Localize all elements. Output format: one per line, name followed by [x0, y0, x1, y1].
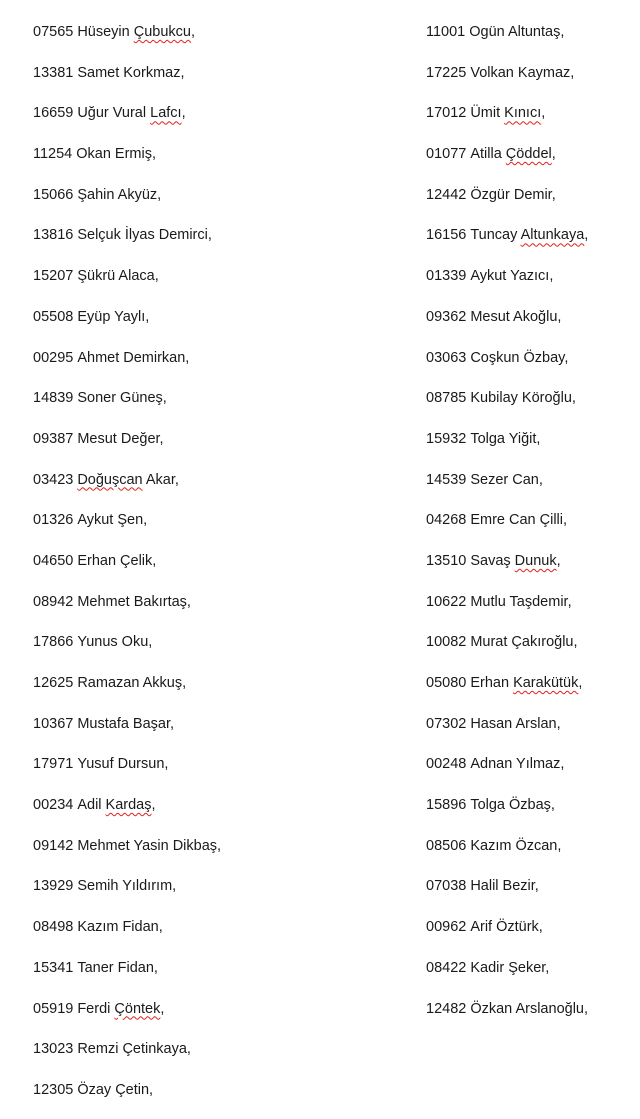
entry-name: Kadir Şeker,: [470, 959, 550, 976]
entry-name: Adnan Yılmaz,: [470, 756, 565, 773]
entry-code: 17012: [426, 105, 467, 122]
entry-name: Kazım Fidan,: [77, 919, 163, 936]
entry-code: 08506: [426, 837, 467, 854]
name-entry[interactable]: [426, 61, 636, 102]
entry-name: Ahmet Demirkan,: [77, 349, 190, 366]
entry-name: Sezer Can,: [470, 471, 543, 488]
name-entry[interactable]: [426, 346, 636, 387]
entry-code: 03423: [33, 471, 74, 488]
entry-name: Yusuf Dursun,: [77, 756, 169, 773]
entry-name: Özkan Arslanoğlu,: [470, 1000, 589, 1017]
right-name-column: [426, 20, 636, 1037]
spellcheck-underline: Çöntek: [114, 1000, 161, 1017]
entry-code: 15932: [426, 430, 467, 447]
entry-code: 13381: [33, 64, 74, 81]
entry-code: 05080: [426, 675, 467, 691]
entry-code: 08942: [33, 593, 74, 610]
name-entry[interactable]: [426, 264, 636, 305]
entry-code: 14839: [33, 390, 74, 407]
entry-name: [77, 1001, 164, 1017]
spellcheck-underline: Doğuşcan: [77, 471, 143, 488]
entry-code: 17971: [33, 756, 74, 773]
spellcheck-underline: Altunkaya: [520, 227, 585, 244]
entry-name-part: Atilla: [470, 146, 506, 163]
entry-name: Samet Korkmaz,: [77, 64, 185, 81]
entry-name-part: ,: [551, 146, 556, 163]
entry-name: Remzi Çetinkaya,: [77, 1041, 191, 1058]
entry-code: 09142: [33, 837, 74, 854]
entry-code: 08422: [426, 959, 467, 976]
name-entry[interactable]: [33, 223, 403, 264]
entry-code: 14539: [426, 471, 467, 488]
entry-code: 13816: [33, 227, 74, 244]
entry-code: 13929: [33, 878, 74, 895]
name-entry[interactable]: [426, 915, 636, 956]
entry-code: 09362: [426, 308, 467, 325]
name-entry[interactable]: [33, 305, 403, 346]
entry-name-part: Ferdi: [77, 1000, 115, 1017]
entry-name: Aykut Yazıcı,: [470, 268, 554, 285]
name-entry[interactable]: [33, 793, 403, 834]
name-entry[interactable]: [33, 1037, 403, 1078]
entry-name-part: ,: [151, 797, 156, 814]
name-entry[interactable]: [33, 752, 403, 793]
name-entry[interactable]: [33, 915, 403, 956]
entry-name: Mustafa Başar,: [77, 715, 175, 732]
name-entry[interactable]: [426, 671, 636, 712]
name-entry[interactable]: [426, 427, 636, 468]
name-entry[interactable]: [33, 997, 403, 1038]
entry-name-part: ,: [584, 227, 589, 244]
entry-code: 09387: [33, 430, 74, 447]
entry-name: [470, 105, 545, 121]
entry-code: 07302: [426, 715, 467, 732]
entry-name-part: ,: [181, 105, 186, 122]
entry-name-part: Tuncay: [470, 227, 521, 244]
entry-name-part: Erhan: [470, 675, 514, 691]
name-entry[interactable]: [426, 305, 636, 346]
name-entry[interactable]: [426, 793, 636, 834]
entry-name-part: ,: [556, 552, 561, 569]
entry-name-part: ,: [160, 1000, 165, 1017]
entry-name: Selçuk İlyas Demirci,: [77, 227, 212, 244]
entry-name: Şahin Akyüz,: [77, 186, 162, 203]
spellcheck-underline: Kınıcı: [504, 105, 542, 122]
entry-code: 10367: [33, 715, 74, 732]
entry-code: 04268: [426, 512, 467, 529]
entry-code: 12442: [426, 186, 467, 203]
entry-name: Eyüp Yaylı,: [77, 308, 150, 325]
entry-code: 04650: [33, 552, 74, 569]
name-entry[interactable]: [426, 101, 636, 142]
entry-code: 01339: [426, 268, 467, 285]
entry-name-part: ,: [578, 675, 583, 691]
name-entry[interactable]: [33, 183, 403, 224]
entry-name: Aykut Şen,: [77, 512, 148, 529]
spellcheck-underline: Karakütük: [513, 675, 579, 691]
spellcheck-underline: Lafcı: [150, 105, 182, 122]
entry-name-part: Ümit: [470, 105, 505, 122]
entry-name: [77, 24, 195, 40]
name-entry[interactable]: [33, 874, 403, 915]
entry-code: 10622: [426, 593, 467, 610]
name-entry[interactable]: [426, 956, 636, 997]
name-entry[interactable]: [426, 997, 636, 1038]
spellcheck-underline: Kardaş: [105, 797, 152, 814]
entry-name: [77, 797, 155, 813]
entry-name: Taner Fidan,: [77, 959, 158, 976]
spellcheck-underline: Çubukcu: [133, 24, 191, 40]
entry-code: 08785: [426, 390, 467, 407]
entry-name: Hasan Arslan,: [470, 715, 561, 732]
name-entry[interactable]: [33, 61, 403, 102]
entry-code: 12625: [33, 675, 74, 691]
name-entry[interactable]: [33, 20, 403, 61]
entry-name-part: Uğur Vural: [77, 105, 151, 122]
name-entry[interactable]: [426, 183, 636, 224]
name-entry[interactable]: [33, 1078, 403, 1119]
name-entry[interactable]: [426, 752, 636, 793]
entry-name: Semih Yıldırım,: [77, 878, 177, 895]
entry-name: Soner Güneş,: [77, 390, 167, 407]
entry-code: 16156: [426, 227, 467, 244]
entry-name-part: Hüseyin: [77, 24, 134, 40]
name-entry[interactable]: [33, 671, 403, 712]
name-entry[interactable]: [33, 508, 403, 549]
entry-name: Volkan Kaymaz,: [470, 64, 575, 81]
entry-name: Kazım Özcan,: [470, 837, 562, 854]
entry-name: Halil Bezir,: [470, 878, 539, 895]
entry-name: Yunus Oku,: [77, 634, 153, 651]
name-entry[interactable]: [426, 549, 636, 590]
entry-name: Coşkun Özbay,: [470, 349, 569, 366]
name-entry[interactable]: [426, 834, 636, 875]
entry-name-part: Savaş: [470, 552, 515, 569]
entry-name: Mehmet Bakırtaş,: [77, 593, 191, 610]
entry-name: [470, 675, 582, 691]
entry-name: Arif Öztürk,: [470, 919, 543, 936]
entry-name: Özay Çetin,: [77, 1081, 154, 1098]
entry-name-part: Adil: [77, 797, 106, 814]
entry-name: Kubilay Köroğlu,: [470, 390, 576, 407]
name-entry[interactable]: [33, 590, 403, 631]
entry-code: 08498: [33, 919, 74, 936]
entry-code: 11254: [33, 146, 73, 163]
entry-name: Ramazan Akkuş,: [77, 675, 187, 691]
name-entry[interactable]: [33, 427, 403, 468]
name-entry[interactable]: [33, 101, 403, 142]
entry-name: Okan Ermiş,: [76, 146, 157, 163]
entry-code: 15341: [33, 959, 74, 976]
name-entry[interactable]: [33, 549, 403, 590]
name-entry[interactable]: [426, 630, 636, 671]
name-entry[interactable]: [426, 142, 636, 183]
entry-code: 13023: [33, 1041, 74, 1058]
entry-code: 00295: [33, 349, 74, 366]
entry-name: Mesut Değer,: [77, 430, 164, 447]
entry-code: 05508: [33, 308, 74, 325]
spellcheck-underline: Çöddel: [505, 146, 552, 163]
entry-code: 16659: [33, 105, 74, 122]
name-entry[interactable]: [33, 468, 403, 509]
entry-code: 17225: [426, 64, 467, 81]
name-entry[interactable]: [33, 630, 403, 671]
name-entry[interactable]: [33, 142, 403, 183]
entry-name: Erhan Çelik,: [77, 552, 157, 569]
entry-code: 15207: [33, 268, 74, 285]
entry-code: 12305: [33, 1081, 74, 1098]
entry-name: [77, 105, 185, 121]
left-name-column: [33, 20, 403, 1119]
entry-name: [470, 227, 588, 243]
entry-code: 00234: [33, 797, 74, 814]
name-entry[interactable]: [426, 386, 636, 427]
name-entry[interactable]: [426, 712, 636, 753]
entry-name: Tolga Özbaş,: [470, 797, 555, 814]
entry-code: 13510: [426, 552, 467, 569]
entry-code: 01326: [33, 512, 74, 529]
entry-name: Mesut Akoğlu,: [470, 308, 562, 325]
entry-code: 12482: [426, 1000, 467, 1017]
name-entry[interactable]: [33, 712, 403, 753]
entry-name: Mehmet Yasin Dikbaş,: [77, 837, 222, 854]
name-entry[interactable]: [33, 264, 403, 305]
entry-name-part: Akar,: [142, 471, 179, 488]
entry-code: 10082: [426, 634, 467, 651]
entry-code: 03063: [426, 349, 467, 366]
name-entry[interactable]: [33, 834, 403, 875]
entry-code: 17866: [33, 634, 74, 651]
entry-code: 07565: [33, 24, 74, 40]
entry-name: Ogün Altuntaş,: [469, 24, 565, 40]
name-entry[interactable]: [426, 508, 636, 549]
entry-name: Murat Çakıroğlu,: [470, 634, 578, 651]
entry-code: 07038: [426, 878, 467, 895]
entry-name: Tolga Yiğit,: [470, 430, 541, 447]
spellcheck-underline: Dunuk: [514, 552, 557, 569]
entry-name: [470, 146, 555, 162]
name-entry[interactable]: [426, 590, 636, 631]
name-entry[interactable]: [33, 386, 403, 427]
entry-name: [470, 553, 560, 569]
entry-code: 11001: [426, 24, 466, 40]
name-entry[interactable]: [426, 468, 636, 509]
entry-name: Mutlu Taşdemir,: [470, 593, 572, 610]
name-entry[interactable]: [33, 956, 403, 997]
entry-code: 00962: [426, 919, 467, 936]
entry-name: Şükrü Alaca,: [77, 268, 159, 285]
entry-name-part: ,: [541, 105, 546, 122]
entry-code: 05919: [33, 1000, 74, 1017]
name-entry[interactable]: [33, 346, 403, 387]
entry-code: 15896: [426, 797, 467, 814]
name-entry[interactable]: [426, 223, 636, 264]
entry-code: 01077: [426, 146, 467, 163]
entry-code: 15066: [33, 186, 74, 203]
entry-code: 00248: [426, 756, 467, 773]
entry-name: Özgür Demir,: [470, 186, 556, 203]
entry-name-part: ,: [190, 24, 196, 40]
entry-name: [77, 472, 179, 488]
entry-name: Emre Can Çilli,: [470, 512, 568, 529]
name-entry[interactable]: [426, 874, 636, 915]
name-entry[interactable]: [426, 20, 636, 61]
